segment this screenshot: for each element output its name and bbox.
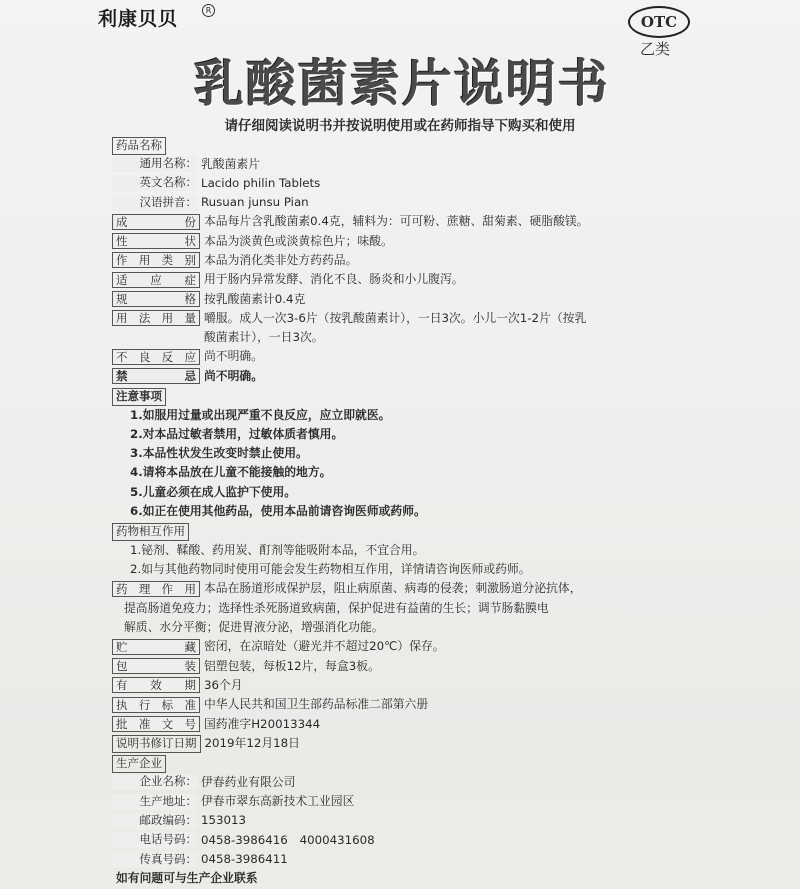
common-name: 乳酸菌素片 — [197, 155, 800, 174]
package-label: 包 装 — [112, 658, 200, 674]
contra-text: 尚不明确。 — [200, 367, 800, 386]
appearance-text: 本品为淡黄色或淡黄棕色片；味酸。 — [200, 232, 800, 251]
leaflet-body — [112, 135, 800, 889]
pinyin-label: 汉语拼音： — [112, 195, 197, 211]
pharmacology-text-3: 解质、水分平衡；促进胃液分泌，增强消化功能。 — [112, 618, 800, 637]
otc-badge: OTC — [628, 6, 690, 38]
ingredients-label: 成 份 — [112, 214, 200, 230]
appearance-label: 性 状 — [112, 233, 200, 249]
postcode-label: 邮政编码： — [112, 813, 197, 829]
indications-label: 适 应 症 — [112, 272, 200, 288]
spec-text: 按乳酸菌素计0.4克 — [200, 290, 800, 309]
precaution-item: 3.本品性状发生改变时禁止使用。 — [112, 444, 800, 463]
category-text: 本品为消化类非处方药药品。 — [200, 251, 800, 270]
contra-label: 禁 忌 — [112, 368, 200, 384]
standard-label: 执行标准 — [112, 697, 200, 713]
usage-text-2: 酸菌素计），一日3次。 — [200, 328, 800, 347]
precaution-item: 1.如服用过量或出现严重不良反应，应立即就医。 — [112, 406, 800, 425]
fax-label: 传真号码： — [112, 852, 197, 868]
revision-label: 说明书修订日期 — [112, 735, 201, 753]
contact-footer: 如有问题可与生产企业联系 — [112, 869, 800, 888]
ingredients-text: 本品每片含乳酸菌素0.4克，辅料为：可可粉、蔗糖、甜菊素、硬脂酸镁。 — [200, 212, 800, 231]
package-text: 铝塑包装，每板12片，每盒3板。 — [200, 657, 800, 676]
english-name: Lacido philin Tablets — [197, 174, 800, 193]
approval-text: 国药准字H20013344 — [200, 715, 800, 734]
spec-label: 规 格 — [112, 291, 200, 307]
precaution-item: 2.对本品过敏者禁用，过敏体质者慎用。 — [112, 425, 800, 444]
pharmacology-label: 药理作用 — [112, 581, 200, 597]
validity-label: 有 效 期 — [112, 677, 200, 693]
address-label: 生产地址： — [112, 794, 197, 810]
precaution-item: 6.如正在使用其他药品，使用本品前请咨询医师或药师。 — [112, 502, 800, 521]
page-subtitle: 请仔细阅读说明书并按说明使用或在药师指导下购买和使用 — [0, 114, 800, 134]
standard-text: 中华人民共和国卫生部药品标准二部第六册 — [200, 695, 800, 714]
phone-number: 0458-3986416 4000431608 — [197, 831, 800, 850]
company-address: 伊春市翠东高新技术工业园区 — [197, 792, 800, 811]
otc-category: 乙类 — [640, 38, 670, 59]
fax-number: 0458-3986411 — [197, 850, 800, 869]
category-label: 作用类别 — [112, 252, 200, 268]
revision-text: 2019年12月18日 — [201, 734, 800, 754]
adverse-text: 尚不明确。 — [200, 347, 800, 366]
precaution-item: 4.请将本品放在儿童不能接触的地方。 — [112, 463, 800, 482]
pinyin-name: Rusuan junsu Pian — [197, 193, 800, 212]
section-interactions: 药物相互作用 — [112, 523, 189, 541]
precaution-item: 5.儿童必须在成人监护下使用。 — [112, 483, 800, 502]
usage-text-1: 嚼服。成人一次3-6片（按乳酸菌素计），一日3次。小儿一次1-2片（按乳 — [200, 309, 800, 328]
approval-label: 批准文号 — [112, 716, 200, 732]
pharmacology-text-1: 本品在肠道形成保护层，阻止病原菌、病毒的侵袭；刺激肠道分泌抗体， — [200, 579, 800, 598]
postcode: 153013 — [197, 811, 800, 830]
company-name-label: 企业名称： — [112, 774, 197, 790]
section-precautions: 注意事项 — [112, 388, 166, 406]
adverse-label: 不良反应 — [112, 349, 200, 365]
registered-mark: R — [202, 4, 215, 17]
validity-text: 36个月 — [200, 676, 800, 695]
storage-label: 贮 藏 — [112, 639, 200, 655]
interaction-item: 1.铋剂、鞣酸、药用炭、酊剂等能吸附本品，不宜合用。 — [112, 541, 800, 560]
interaction-item: 2.如与其他药物同时使用可能会发生药物相互作用，详情请咨询医师或药师。 — [112, 560, 800, 579]
pharmacology-text-2: 提高肠道免疫力；选择性杀死肠道致病菌，保护促进有益菌的生长；调节肠黏膜电 — [112, 599, 800, 618]
indications-text: 用于肠内异常发酵、消化不良、肠炎和小儿腹泻。 — [200, 270, 800, 289]
brand-logo: 利康贝贝 — [98, 4, 178, 31]
common-name-label: 通用名称： — [112, 156, 197, 172]
company-name: 伊春药业有限公司 — [197, 773, 800, 792]
phone-label: 电话号码： — [112, 832, 197, 848]
storage-text: 密闭，在凉暗处（避光并不超过20℃）保存。 — [200, 637, 800, 656]
usage-label: 用法用量 — [112, 310, 200, 326]
section-drug-name: 药品名称 — [112, 137, 166, 155]
english-name-label: 英文名称： — [112, 175, 197, 191]
page-title: 乳酸菌素片说明书 — [152, 44, 652, 116]
section-manufacturer: 生产企业 — [112, 755, 166, 773]
